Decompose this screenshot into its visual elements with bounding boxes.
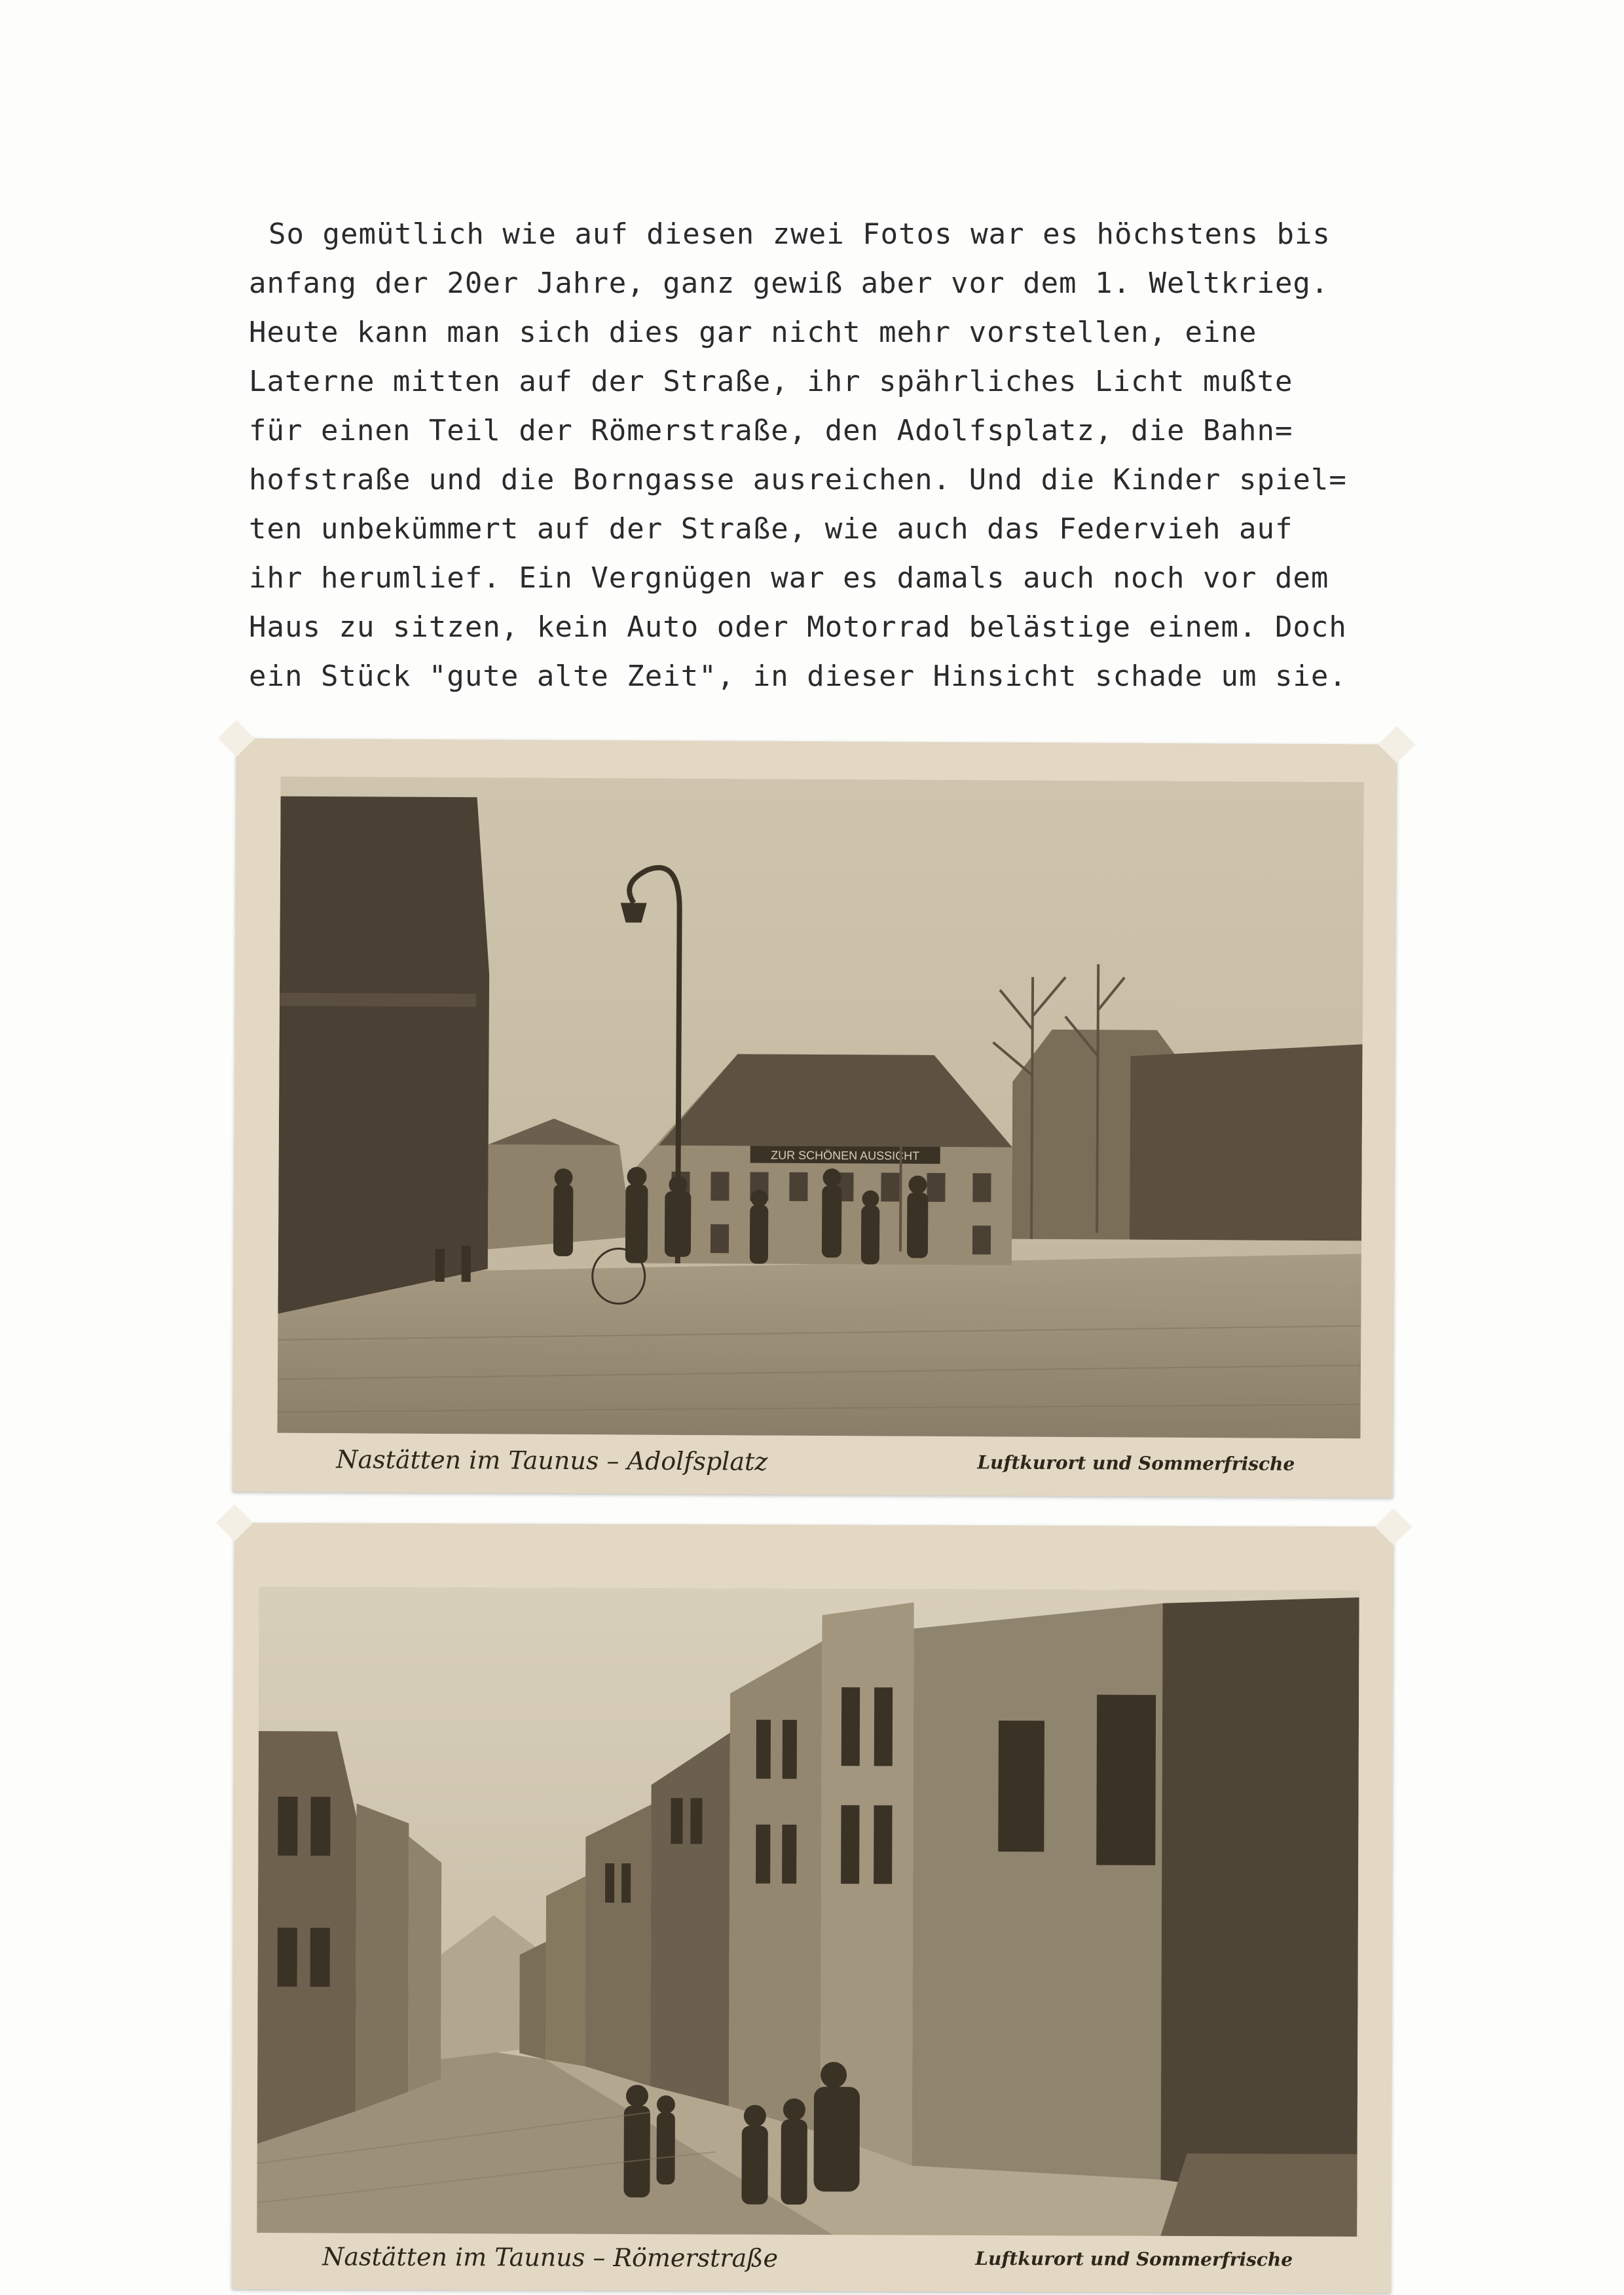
text-line: Heute kann man sich dies gar nicht mehr vorstellen, eine (249, 316, 1257, 349)
text-line: Laterne mitten auf der Straße, ihr spährliches Licht mußte (249, 365, 1293, 398)
text-line: ten unbekümmert auf der Straße, wie auch das Federvieh auf (249, 512, 1293, 546)
caption-title: Nastätten im Taunus – Adolfsplatz (336, 1445, 768, 1476)
caption-title: Nastätten im Taunus – Römerstraße (322, 2242, 779, 2273)
caption-subtitle: Luftkurort und Sommerfrische (975, 2247, 1293, 2271)
photo-adolfsplatz (277, 777, 1363, 1439)
postcard-adolfsplatz (232, 738, 1397, 1497)
intro-text (249, 210, 1480, 701)
text-line: für einen Teil der Römerstraße, den Adolfsplatz, die Bahn= (249, 414, 1293, 447)
text-line: ihr herumlief. Ein Vergnügen war es damals auch noch vor dem (249, 561, 1329, 595)
text-line: So gemütlich wie auf diesen zwei Fotos war es höchstens bis (268, 217, 1331, 251)
caption-subtitle: Luftkurort und Sommerfrische (977, 1451, 1295, 1475)
photo-adolfsplatz-image (277, 777, 1363, 1439)
text-line: anfang der 20er Jahre, ganz gewiß aber vor dem 1. Weltkrieg. (249, 267, 1329, 300)
text-line: Haus zu sitzen, kein Auto oder Motorrad belästige einem. Doch (249, 610, 1347, 644)
postcard-roemerstrasse (232, 1523, 1393, 2293)
inn-sign: ZUR SCHÖNEN AUSSICHT (771, 1148, 920, 1163)
photo-roemerstrasse (257, 1587, 1359, 2237)
photo-roemerstrasse-image (257, 1587, 1359, 2237)
photo-corner (216, 1504, 253, 1542)
text-line: ein Stück "gute alte Zeit", in dieser Hinsicht schade um sie. (249, 660, 1347, 693)
photo-corner (1375, 1508, 1412, 1546)
photo-corner (1378, 726, 1416, 763)
text-line: hofstraße und die Borngasse ausreichen. Und die Kinder spiel= (249, 463, 1347, 496)
photo-corner (218, 720, 255, 757)
